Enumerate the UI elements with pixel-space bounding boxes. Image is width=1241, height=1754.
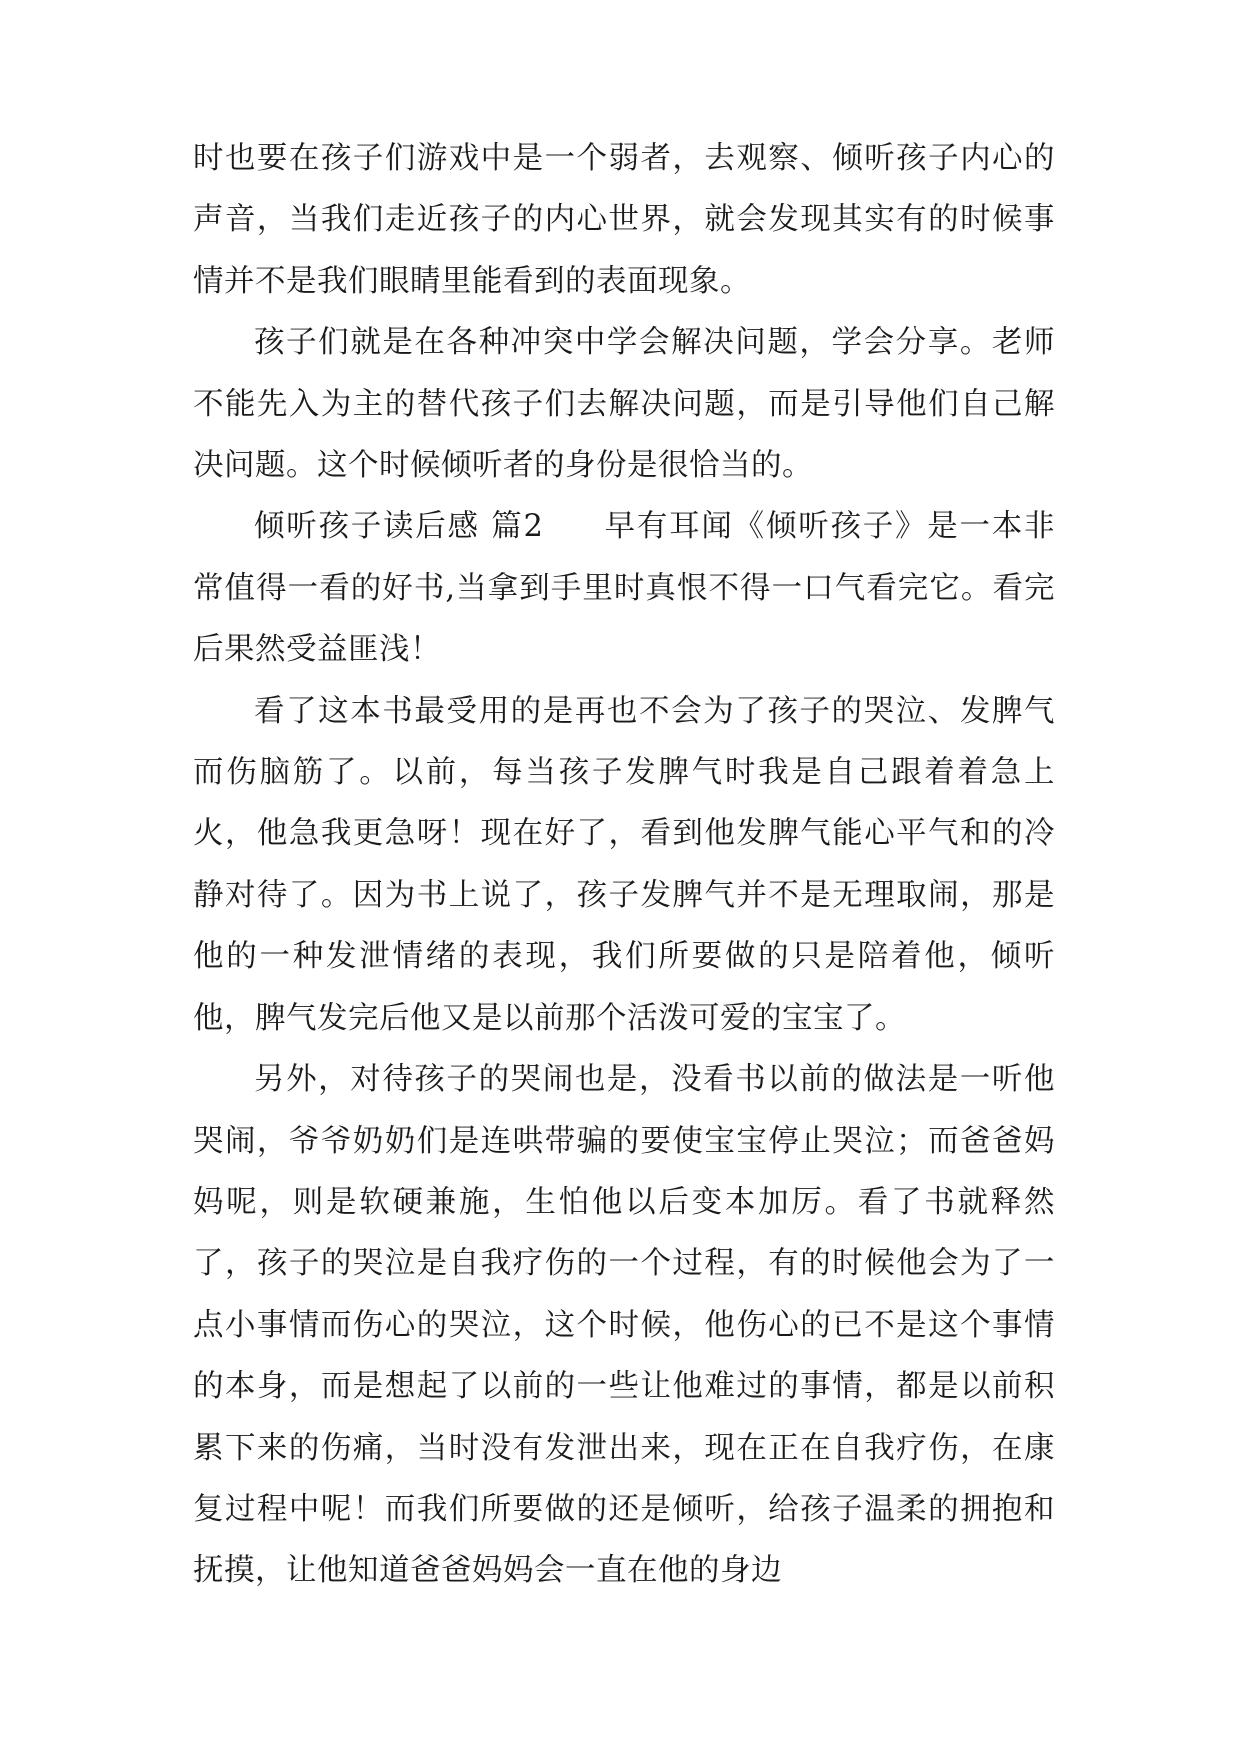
paragraph-3-text: 早有耳闻《倾听孩子》是一本非常值得一看的好书,当拿到手里时真恨不得一口气看完它。看完后果然受益匪浅！ (193, 509, 1055, 668)
document-body (193, 128, 1055, 1602)
paragraph-4: 看了这本书最受用的是再也不会为了孩子的哭泣、发脾气而伤脑筋了。以前，每当孩子发脾气时我是自己跟着着急上火，他急我更急呀！现在好了，看到他发脾气能心平气和的冷静对待了。因为书上说了，孩子发脾气并不是无理取闹，那是他的一种发泄情绪的表现，我们所要做的只是陪着他，倾听他，脾气发完后他又是以前那个活泼可爱的宝宝了。 (193, 693, 1055, 1036)
paragraph-1: 时也要在孩子们游戏中是一个弱者，去观察、倾听孩子内心的声音，当我们走近孩子的内心世界，就会发现其实有的时候事情并不是我们眼睛里能看到的表面现象。 (193, 141, 1055, 299)
paragraph-2: 孩子们就是在各种冲突中学会解决问题，学会分享。老师不能先入为主的替代孩子们去解决问题，而是引导他们自己解决问题。这个时候倾听者的身份是很恰当的。 (193, 325, 1055, 484)
section-heading: 倾听孩子读后感 篇2 (254, 509, 544, 545)
paragraph-3 (193, 496, 1055, 680)
paragraph-5: 另外，对待孩子的哭闹也是，没看书以前的做法是一听他哭闹，爷爷奶奶们是连哄带骗的要使宝宝停止哭泣；而爸爸妈妈呢，则是软硬兼施，生怕他以后变本加厉。看了书就释然了，孩子的哭泣是自我疗伤的一个过程，有的时候他会为了一点小事情而伤心的哭泣，这个时候，他伤心的已不是这个事情的本身，而是想起了以前的一些让他难过的事情，都是以前积累下来的伤痛，当时没有发泄出来，现在正在自我疗伤，在康复过程中呢！而我们所要做的还是倾听，给孩子温柔的拥抱和抚摸，让他知道爸爸妈妈会一直在他的身边 (193, 1062, 1055, 1589)
